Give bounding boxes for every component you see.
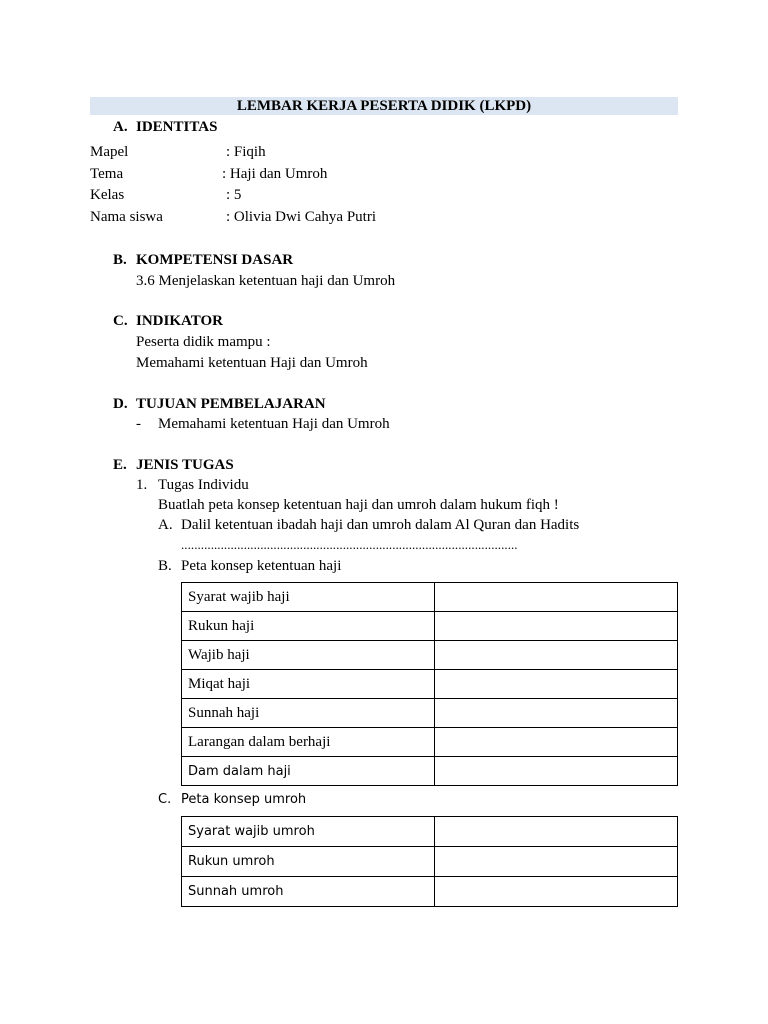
field-label-kelas: Kelas <box>90 187 125 203</box>
table-cell-answer[interactable] <box>435 641 678 670</box>
table-cell-label: Larangan dalam berhaji <box>182 728 435 757</box>
field-label-mapel: Mapel <box>90 144 129 160</box>
table-row <box>182 728 678 757</box>
field-label-nama-siswa: Nama siswa <box>90 209 163 225</box>
table-row <box>182 757 678 786</box>
table-cell-label: Rukun haji <box>182 612 435 641</box>
sub-a-text: Dalil ketentuan ibadah haji dan umroh dalam Al Quran dan Hadits <box>181 517 580 533</box>
dotted-answer-line: ...................................................................................................... <box>181 537 518 552</box>
table-row <box>182 583 678 612</box>
table-cell-answer[interactable] <box>435 670 678 699</box>
field-label-tema: Tema <box>90 166 124 182</box>
table-cell-label: Dam dalam haji <box>182 757 435 786</box>
section-d-heading: TUJUAN PEMBELAJARAN <box>136 396 326 412</box>
table-cell-label: Miqat haji <box>182 670 435 699</box>
table-cell-answer[interactable] <box>435 877 678 907</box>
table-cell-answer[interactable] <box>435 612 678 641</box>
field-value-nama-siswa: : Olivia Dwi Cahya Putri <box>226 209 376 225</box>
field-value-mapel: : Fiqih <box>226 144 266 160</box>
task-instruction: Buatlah peta konsep ketentuan haji dan umroh dalam hukum fiqh ! <box>158 497 559 513</box>
table-cell-answer[interactable] <box>435 583 678 612</box>
table-row <box>182 877 678 907</box>
table-cell-label: Sunnah haji <box>182 699 435 728</box>
tujuan-item: Memahami ketentuan Haji dan Umroh <box>158 416 390 432</box>
table-row <box>182 847 678 877</box>
table-cell-answer[interactable] <box>435 757 678 786</box>
peta-konsep-haji-table <box>181 582 678 786</box>
indikator-line: Memahami ketentuan Haji dan Umroh <box>136 355 368 371</box>
sub-a-marker: A. <box>158 517 173 533</box>
kompetensi-text: 3.6 Menjelaskan ketentuan haji dan Umroh <box>136 273 396 289</box>
section-a-marker: A. <box>113 119 128 135</box>
task-number: 1. <box>136 477 148 493</box>
section-b-marker: B. <box>113 252 127 268</box>
document-title: LEMBAR KERJA PESERTA DIDIK (LKPD) <box>236 98 532 114</box>
section-c-heading: INDIKATOR <box>136 313 223 329</box>
table-cell-answer[interactable] <box>435 847 678 877</box>
sub-c-marker: C. <box>158 792 172 807</box>
table-cell-label: Syarat wajib umroh <box>182 817 435 847</box>
table-cell-label: Syarat wajib haji <box>182 583 435 612</box>
table-row <box>182 817 678 847</box>
table-row <box>182 641 678 670</box>
table-cell-label: Wajib haji <box>182 641 435 670</box>
section-e-heading: JENIS TUGAS <box>136 457 234 473</box>
section-d-marker: D. <box>113 396 128 412</box>
section-a-heading: IDENTITAS <box>136 119 218 135</box>
table-row <box>182 699 678 728</box>
section-c-marker: C. <box>113 313 128 329</box>
task-title: Tugas Individu <box>158 477 249 493</box>
sub-b-marker: B. <box>158 558 172 574</box>
table-cell-label: Sunnah umroh <box>182 877 435 907</box>
table-cell-answer[interactable] <box>435 817 678 847</box>
table-cell-label: Rukun umroh <box>182 847 435 877</box>
sub-b-text: Peta konsep ketentuan haji <box>181 558 342 574</box>
bullet-dash: - <box>136 416 141 432</box>
section-b-heading: KOMPETENSI DASAR <box>136 252 294 268</box>
field-value-kelas: : 5 <box>226 187 242 203</box>
field-value-tema: : Haji dan Umroh <box>222 166 328 182</box>
table-row <box>182 612 678 641</box>
sub-c-text: Peta konsep umroh <box>181 792 307 807</box>
table-cell-answer[interactable] <box>435 728 678 757</box>
indikator-line: Peserta didik mampu : <box>136 334 271 350</box>
table-row <box>182 670 678 699</box>
section-e-marker: E. <box>113 457 127 473</box>
table-cell-answer[interactable] <box>435 699 678 728</box>
peta-konsep-umroh-table <box>181 816 678 907</box>
